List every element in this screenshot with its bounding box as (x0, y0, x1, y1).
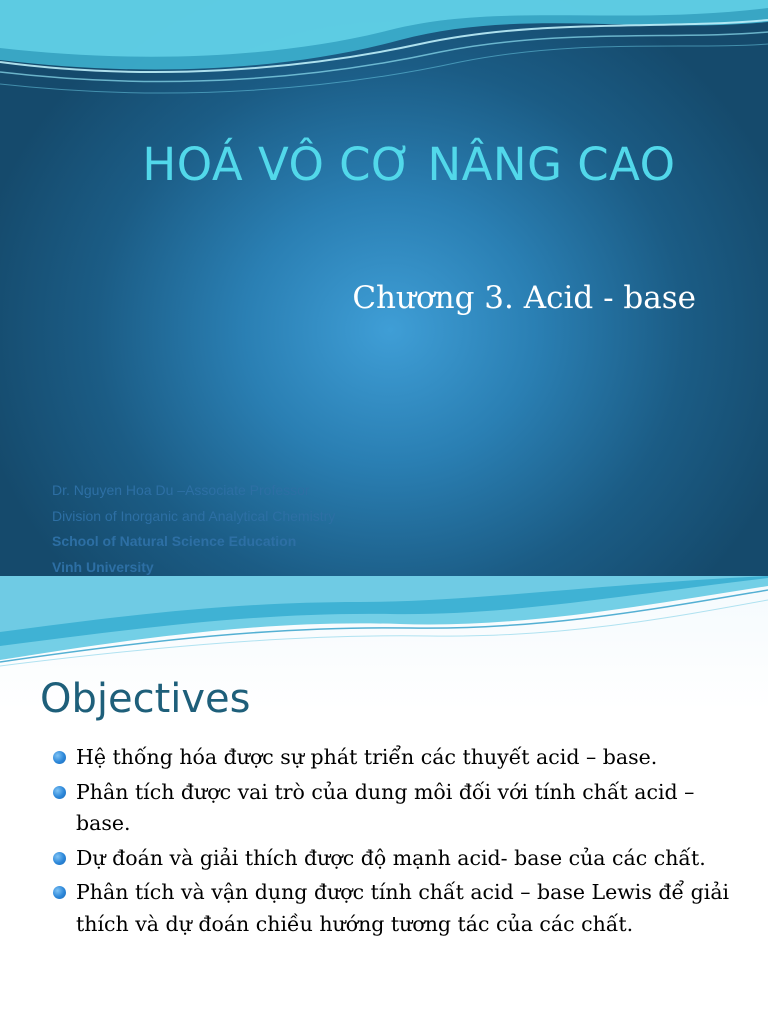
bullet-dot-icon (53, 751, 66, 764)
objective-text: Hệ thống hóa được sự phát triển các thuyết acid – base. (76, 745, 658, 769)
credit-division: Division of Inorganic and Analytical Chemistry (52, 507, 336, 524)
credit-school: School of Natural Science Education (52, 533, 297, 549)
list-item (76, 742, 736, 774)
objectives-list (76, 742, 736, 943)
objective-text: Phân tích và vận dụng được tính chất acid – base Lewis để giải thích và dự đoán chiều hướng tương tác của các chất. (76, 880, 730, 936)
list-item (76, 777, 736, 840)
slide-title: HOÁ VÔ CƠ NÂNG CAO (142, 138, 676, 191)
credit-university: Vinh University (52, 558, 154, 575)
list-item (76, 843, 736, 875)
bullet-dot-icon (53, 852, 66, 865)
bullet-dot-icon (53, 886, 66, 899)
wave-decoration (0, 576, 768, 668)
objectives-slide (0, 576, 768, 1024)
list-item (76, 877, 736, 940)
objective-text: Phân tích được vai trò của dung môi đối với tính chất acid – base. (76, 779, 695, 835)
bullet-dot-icon (53, 786, 66, 799)
author-credits (52, 478, 335, 576)
slide-subtitle: Chương 3. Acid - base (352, 280, 696, 316)
objectives-heading: Objectives (40, 676, 251, 722)
objective-text: Dự đoán và giải thích được độ mạnh acid- base của các chất. (76, 845, 706, 870)
wave-decoration (0, 0, 768, 110)
credit-author: Dr. Nguyen Hoa Du –Associate Professor (52, 482, 310, 498)
